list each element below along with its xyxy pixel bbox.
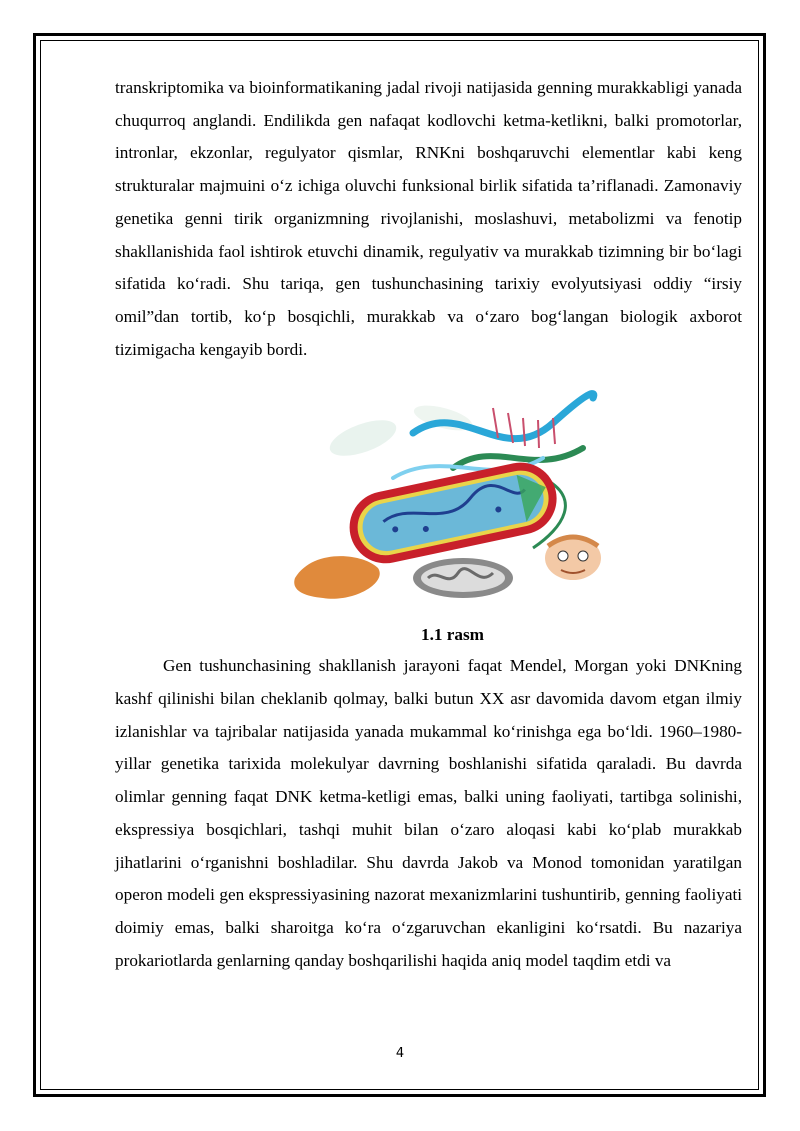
figure-caption: 1.1 rasm bbox=[420, 625, 484, 645]
figure-illustration bbox=[115, 378, 742, 616]
page-number: 4 bbox=[395, 1046, 405, 1061]
cell-dna-illustration bbox=[293, 378, 603, 616]
paragraph-1: transkriptomika va bioinformatikaning jadal rivoji natijasida genning murakkabligi yanada chuqurroq anglandi. Endilikda gen nafaqat kodlovchi ketma-ketlikni, balki promotorlar, intronlar, ekzonlar, regulyator qismlar, RNKni boshqaruvchi elementlar kabi keng strukturalar majmuini o‘z ichiga oluvchi funksional birlik sifatida ta’riflanadi. Zamonaviy genetika genni tirik organizmning rivojlanishi, moslashuvi, metabolizmi va fenotip shakllanishida faol ishtirok etuvchi dinamik, regulyativ va murakkab tizimning bir bo‘lagi sifatida ko‘radi. Shu tariqa, gen tushunchasining tarixiy evolyutsiyasi oddiy “irsiy omil”dan tortib, ko‘p bosqichli, murakkab va o‘zaro bog‘langan biologik axborot tizimigacha kengayib bordi. bbox=[115, 78, 742, 359]
page-content bbox=[115, 72, 742, 977]
paragraph-2: Gen tushunchasining shakllanish jarayoni faqat Mendel, Morgan yoki DNKning kashf qilinishi bilan cheklanib qolmay, balki butun XX asr davomida davom etgan ilmiy izlanishlar va tajribalar natijasida yanada mukammal ko‘rinishga ega bo‘ldi. 1960–1980-yillar genetika tarixida molekulyar davrning boshlanishi sifatida qaraladi. Bu davrda olimlar genning faqat DNK ketma-ketligi emas, balki uning faoliyati, tartibga solinishi, ekspressiya bosqichlari, tashqi muhit bilan o‘zaro aloqasi kabi ko‘plab murakkab jihatlarini o‘rganishni boshladilar. Shu davrda Jakob va Monod tomonidan yaratilgan operon modeli gen ekspressiyasining nazorat mexanizmlarini tushuntirib, genning faoliyati doimiy emas, balki sharoitga ko‘ra o‘zgaruvchan ekanligini ko‘rsatdi. Bu nazariya prokariotlarda genlarning qanday boshqarilishi haqida aniq model taqdim etdi va bbox=[115, 656, 742, 970]
